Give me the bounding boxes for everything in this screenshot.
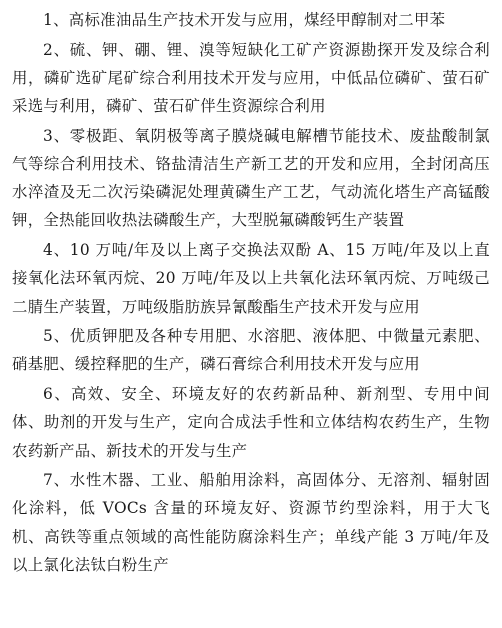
paragraph-item-1: 1、高标准油品生产技术开发与应用，煤经甲醇制对二甲苯 [43, 11, 446, 29]
paragraph-item-2: 2、硫、钾、硼、锂、溴等短缺化工矿产资源勘探开发及综合利用，磷矿选矿尾矿综合利用技术开发与应用，中低品位磷矿、萤石矿采选与利用，磷矿、萤石矿伴生资源综合利用 [12, 40, 490, 116]
paragraph-item-6: 6、高效、安全、环境友好的农药新品种、新剂型、专用中间体、助剂的开发与生产，定向合成法手性和立体结构农药生产，生物农药新产品、新技术的开发与生产 [12, 385, 490, 460]
paragraph-item-3: 3、零极距、氧阴极等离子膜烧碱电解槽节能技术、废盐酸制氯气等综合利用技术、铬盐清洁生产新工艺的开发和应用，全封闭高压水淬渣及无二次污染磷泥处理黄磷生产工艺，气动流化塔生产高锰酸钾，全热能回收热法磷酸生产，大型脱氟磷酸钙生产装置 [12, 126, 490, 230]
paragraph-item-4: 4、10 万吨/年及以上离子交换法双酚 A、15 万吨/年及以上直接氧化法环氧丙烷、20 万吨/年及以上共氧化法环氧丙烷、万吨级己二腈生产装置，万吨级脂肪族异氰酸酯生产技术开发与应用 [12, 241, 490, 316]
paragraph-item-7: 7、水性木器、工业、船舶用涂料，高固体分、无溶剂、辐射固化涂料，低 VOCs 含量的环境友好、资源节约型涂料，用于大飞机、高铁等重点领域的高性能防腐涂料生产；单线产能 3 万吨/年及以上氯化法钛白粉生产 [12, 471, 490, 574]
paragraph-item-5: 5、优质钾肥及各种专用肥、水溶肥、液体肥、中微量元素肥、硝基肥、缓控释肥的生产，磷石膏综合利用技术开发与应用 [12, 327, 490, 374]
